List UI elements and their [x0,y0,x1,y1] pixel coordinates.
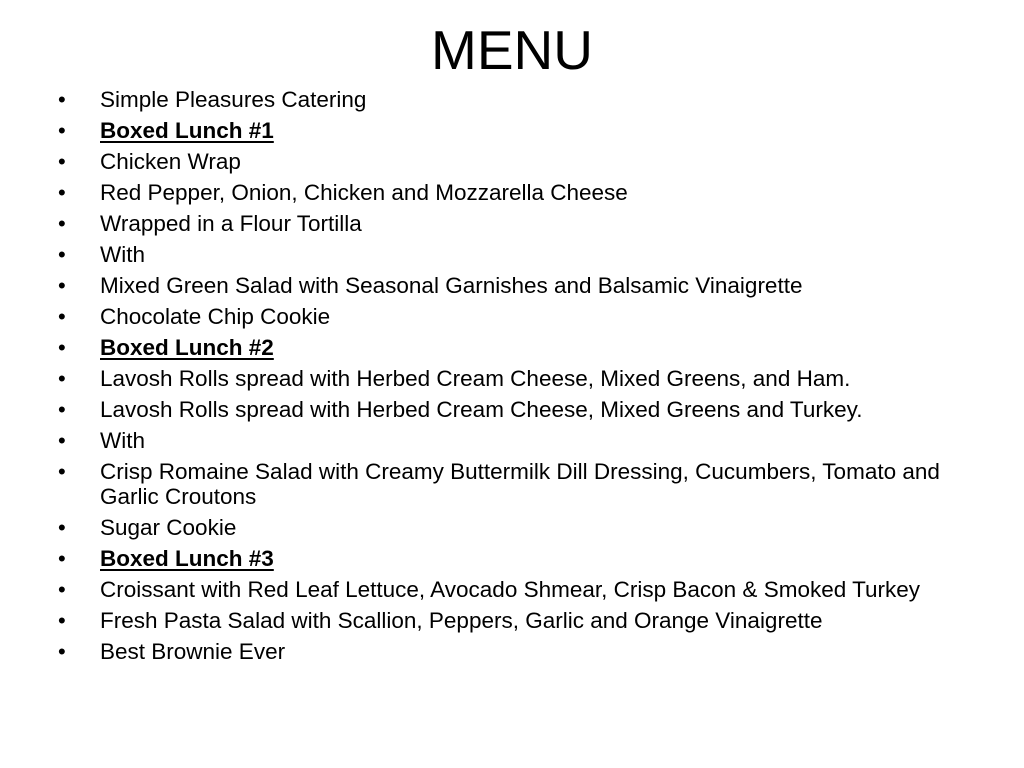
bullet-icon: • [58,428,66,453]
menu-item-text: Lavosh Rolls spread with Herbed Cream Cheese, Mixed Greens, and Ham. [100,366,851,391]
menu-item-text: Lavosh Rolls spread with Herbed Cream Cheese, Mixed Greens and Turkey. [100,397,863,422]
bullet-icon: • [58,638,66,664]
menu-item-text: Best Brownie Ever [100,638,286,664]
bullet-icon: • [58,366,66,391]
menu-section-heading [58,547,988,572]
menu-list-item [58,305,988,330]
bullet-icon: • [58,118,66,143]
bullet-icon: • [58,545,66,571]
bullet-icon: • [58,304,66,329]
bullet-icon: • [58,180,66,205]
menu-list-item [58,181,988,206]
bullet-icon: • [58,273,66,298]
menu-item-text: Crisp Romaine Salad with Creamy Buttermilk Dill Dressing, Cucumbers, Tomato and Garlic Croutons [100,459,940,509]
bullet-icon: • [58,211,66,236]
menu-section-heading-text: Boxed Lunch #3 [100,545,274,571]
menu-list-item [58,429,988,454]
menu-item-text: Croissant with Red Leaf Lettuce, Avocado Shmear, Crisp Bacon & Smoked Turkey [100,576,921,602]
bullet-icon: • [58,87,66,112]
menu-item-text: Mixed Green Salad with Seasonal Garnishes and Balsamic Vinaigrette [100,273,803,298]
menu-section-heading [58,336,988,361]
bullet-icon: • [58,607,66,633]
menu-item-text: Chicken Wrap [100,149,241,174]
bullet-icon: • [58,335,66,360]
slide-title: MENU [431,19,593,81]
menu-list-item [58,516,988,541]
menu-list-item [58,460,988,509]
menu-list-item [58,367,988,392]
bullet-icon: • [58,576,66,602]
menu-section-heading-text: Boxed Lunch #1 [100,118,274,143]
menu-list-item [58,640,988,665]
menu-list-item [58,578,988,603]
bullet-icon: • [58,149,66,174]
menu-section-heading [58,119,988,144]
menu-item-text: Sugar Cookie [100,514,237,540]
menu-list-item [58,150,988,175]
menu-item-text: Red Pepper, Onion, Chicken and Mozzarella Cheese [100,180,628,205]
bullet-icon: • [58,514,66,540]
menu-list-item [58,274,988,299]
menu-list-item [58,88,988,113]
menu-item-text: With [100,242,145,267]
menu-item-text: With [100,428,145,453]
menu-item-text: Chocolate Chip Cookie [100,304,331,329]
bullet-icon: • [58,459,66,484]
menu-list-item [58,398,988,423]
bullet-icon: • [58,397,66,422]
menu-list-item [58,609,988,634]
menu-item-text: Wrapped in a Flour Tortilla [100,211,362,236]
menu-item-text: Fresh Pasta Salad with Scallion, Peppers, Garlic and Orange Vinaigrette [100,607,823,633]
bullet-icon: • [58,242,66,267]
menu-section-heading-text: Boxed Lunch #2 [100,335,274,360]
menu-list-item [58,243,988,268]
menu-list [58,88,988,671]
menu-list-item [58,212,988,237]
menu-item-text: Simple Pleasures Catering [100,87,367,112]
